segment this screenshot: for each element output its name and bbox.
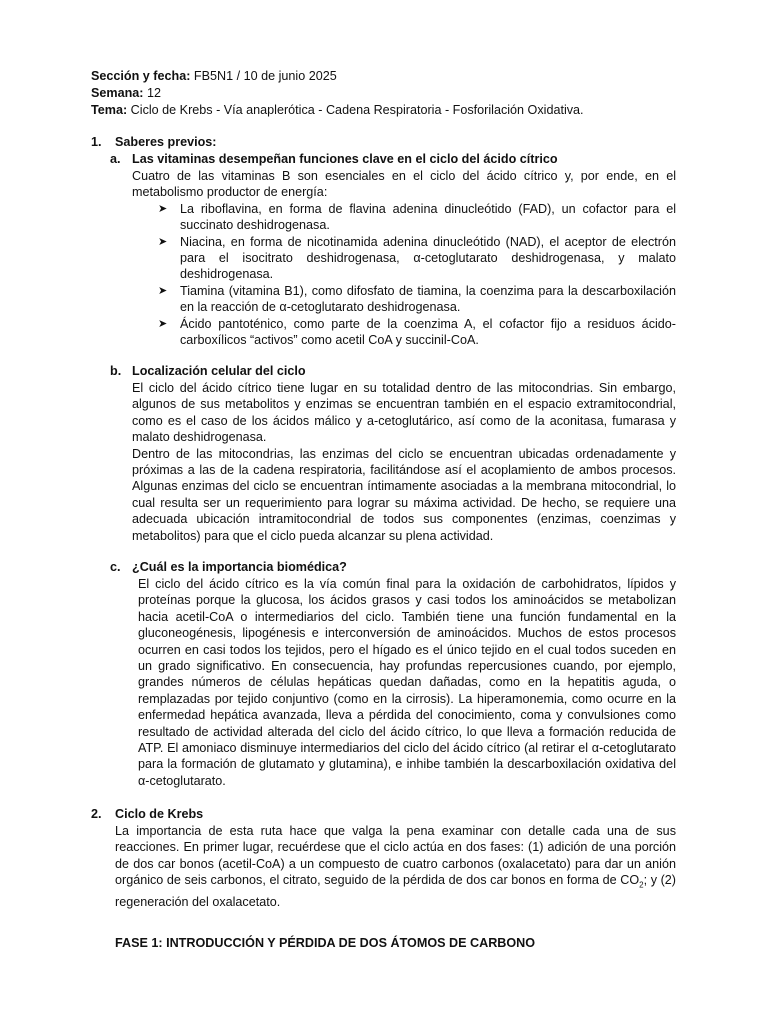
topic-label: Tema:: [91, 103, 128, 117]
list-item: ➤ La riboflavina, en forma de flavina adenina dinucleótido (FAD), un cofactor para el succinato deshidrogenasa.: [158, 201, 676, 233]
week-line: [91, 85, 681, 102]
topic-line: [91, 102, 681, 119]
phase-1-heading: FASE 1: INTRODUCCIÓN Y PÉRDIDA DE DOS ÁTOMOS DE CARBONO: [115, 936, 536, 950]
section-1-title: Saberes previos:: [115, 135, 217, 149]
arrow-bullet-icon: ➤: [158, 202, 168, 215]
arrow-bullet-icon: ➤: [158, 317, 168, 330]
section-2-heading: [91, 806, 203, 823]
section-1-heading: [91, 134, 217, 151]
section-date-line: [91, 68, 681, 85]
subsection-a-title: Las vitaminas desempeñan funciones clave en el ciclo del ácido cítrico: [132, 152, 558, 166]
week-label: Semana:: [91, 86, 144, 100]
arrow-bullet-icon: ➤: [158, 235, 168, 248]
subsection-b-letter: b.: [110, 364, 122, 378]
section-2-paragraph: La importancia de esta ruta hace que valga la pena examinar con detalle cada una de sus reacciones. En primer lugar, recuérdese que el ciclo actúa en dos fases: (1) adición de una porción de dos car bonos (acetil-CoA) a un compuesto de cuatro carbonos (oxalacetato) para dar un anión orgánico de seis carbonos, el citrato, seguido de la pérdida de dos car bonos en forma de $CO_2$; y (2) regeneración del oxalacetato.: [115, 824, 676, 910]
subsection-c-heading: [110, 559, 347, 576]
subsection-a-intro: Cuatro de las vitaminas B son esenciales en el ciclo del ácido cítrico y, por ende, en el metabolismo productor de energía:: [132, 169, 676, 200]
section-2-number: 2.: [91, 807, 102, 821]
section-2-body: [115, 823, 676, 911]
section-2-title: Ciclo de Krebs: [115, 807, 204, 821]
subsection-b-heading: [110, 363, 306, 380]
subsection-a-heading: [110, 151, 558, 168]
section-value: FB5N1 / 10 de junio 2025: [190, 69, 337, 83]
subsection-b-body: [132, 380, 676, 544]
section-label: Sección y fecha:: [91, 69, 191, 83]
vitamin-list: [158, 201, 676, 349]
week-value: 12: [143, 86, 162, 100]
subsection-c-letter: c.: [110, 560, 121, 574]
section-1-number: 1.: [91, 135, 102, 149]
co2-subscript: 2: [639, 880, 644, 890]
topic-value: Ciclo de Krebs - Vía anaplerótica - Cadena Respiratoria - Fosforilación Oxidativa.: [127, 103, 584, 117]
subsection-c-paragraph: El ciclo del ácido cítrico es la vía común final para la oxidación de carbohidratos, lípidos y proteínas porque la glucosa, los ácidos grasos y casi todos los aminoácidos se metabolizan hacia acetil-CoA o intermediarios del ciclo. También tiene una función fundamental en la gluconeogénesis, lipogénesis e interconversión de aminoácidos. Muchos de estos procesos ocurren en casi todos los tejidos, pero el hígado es el único tejido en el cual todos suceden en un grado significativo. En consecuencia, hay profundas repercusiones cuando, por ejemplo, grandes números de células hepáticas quedan dañadas, como en la hepatitis aguda, o remplazadas por tejido conjuntivo (como en la cirrosis). La hiperamonemia, como ocurre en la enfermedad hepática avanzada, lleva a pérdida del conocimiento, coma y convulsiones como resultado de actividad alterada del ciclo del ácido cítrico, lo que lleva a formación reducida de ATP. El amoniaco disminuye intermediarios del ciclo del ácido cítrico (al retirar el α-cetoglutarato para la formación de glutamato y glutamina), e inhibe también la descarboxilación oxidativa del α-cetoglutarato.: [138, 577, 676, 788]
document-header: [91, 68, 681, 119]
list-item: ➤ Tiamina (vitamina B1), como difosfato de tiamina, la coenzima para la descarboxilación en la reacción de α-cetoglutarato deshidrogenasa.: [158, 283, 676, 315]
subsection-b-paragraph-2: Dentro de las mitocondrias, las enzimas del ciclo se encuentran ubicadas ordenadamente y próximas a las de la cadena respiratoria, facilitándose así el acoplamiento de ambos procesos. Algunas enzimas del ciclo se encuentran íntimamente asociadas a la membrana mitocondrial, lo cual resulta ser un requerimiento para lograr su máxima actividad. De hecho, se requiere una adecuada ubicación intramitocondrial de todos sus componentes (enzimas, coenzimas y metabolitos) para que el ciclo pueda alcanzar su plena actividad.: [132, 446, 676, 543]
arrow-bullet-icon: ➤: [158, 284, 168, 297]
subsection-c-body: [138, 576, 676, 789]
subsection-b-title: Localización celular del ciclo: [132, 364, 306, 378]
list-item: ➤ Ácido pantoténico, como parte de la coenzima A, el cofactor fijo a residuos ácido-carboxílicos “activos” como acetil CoA y succinil-CoA.: [158, 316, 676, 348]
subsection-b-paragraph-1: El ciclo del ácido cítrico tiene lugar en su totalidad dentro de las mitocondrias. Sin embargo, algunos de sus metabolitos y enzimas se encuentran también en el espacio extramitocondrial, como es el caso de los ácidos málico y a-cetoglutárico, así como de la aconitasa, fumarasa y malato deshidrogenasa.: [132, 381, 676, 445]
subsection-c-title: ¿Cuál es la importancia biomédica?: [132, 560, 347, 574]
subsection-a-body: [132, 168, 676, 348]
subsection-a-letter: a.: [110, 152, 121, 166]
list-item: ➤ Niacina, en forma de nicotinamida adenina dinucleótido (NAD), el aceptor de electrón para el isocitrato deshidrogenasa, α-cetoglutarato deshidrogenasa, y malato deshidrogenasa.: [158, 234, 676, 282]
